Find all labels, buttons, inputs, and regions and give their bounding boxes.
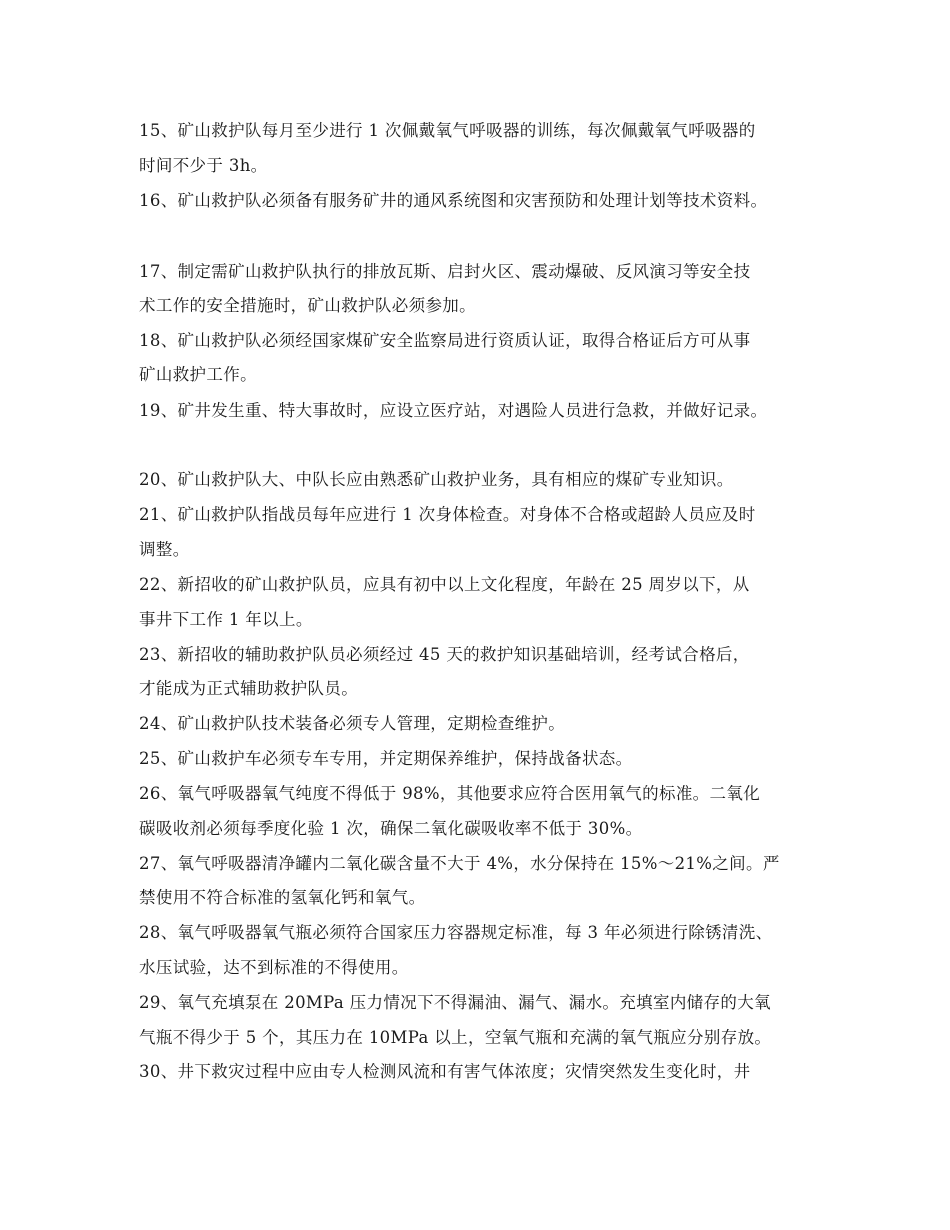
text-line: 20、矿山救护队大、中队长应由熟悉矿山救护业务，具有相应的煤矿专业知识。 <box>139 470 734 489</box>
text-line: 17、制定需矿山救护队执行的排放瓦斯、启封火区、震动爆破、反风演习等安全技 <box>139 262 751 281</box>
text-line: 28、氧气呼吸器氧气瓶必须符合国家压力容器规定标准，每 3 年必须进行除锈清洗、 <box>139 923 773 942</box>
text-line: 15、矿山救护队每月至少进行 1 次佩戴氧气呼吸器的训练，每次佩戴氧气呼吸器的 <box>139 121 756 140</box>
text-line: 25、矿山救护车必须专车专用，并定期保养维护，保持战备状态。 <box>139 749 633 768</box>
text-line: 21、矿山救护队指战员每年应进行 1 次身体检查。对身体不合格或超龄人员应及时 <box>139 505 756 524</box>
text-line: 气瓶不得少于 5 个，其压力在 10MPa 以上，空氧气瓶和充满的氧气瓶应分别存放。 <box>139 1028 772 1047</box>
text-line: 18、矿山救护队必须经国家煤矿安全监察局进行资质认证，取得合格证后方可从事 <box>139 331 751 350</box>
text-line: 23、新招收的辅助救护队员必须经过 45 天的救护知识基础培训，经考试合格后， <box>139 645 750 664</box>
text-line: 碳吸收剂必须每季度化验 1 次，确保二氧化碳吸收率不低于 30%。 <box>139 819 643 838</box>
text-line: 26、氧气呼吸器氧气纯度不得低于 98%，其他要求应符合医用氧气的标准。二氧化 <box>139 784 761 803</box>
text-line: 矿山救护工作。 <box>139 365 257 384</box>
text-line: 才能成为正式辅助救护队员。 <box>139 679 359 698</box>
text-line: 24、矿山救护队技术装备必须专人管理，定期检查维护。 <box>139 714 566 733</box>
text-line: 27、氧气呼吸器清净罐内二氧化碳含量不大于 4%，水分保持在 15%～21%之间。严 <box>139 854 780 873</box>
text-line: 19、矿井发生重、特大事故时，应设立医疗站，对遇险人员进行急救，并做好记录。 <box>139 401 768 420</box>
text-line: 事井下工作 1 年以上。 <box>139 610 313 629</box>
text-line: 22、新招收的矿山救护队员，应具有初中以上文化程度，年龄在 25 周岁以下，从 <box>139 575 750 594</box>
text-line: 30、井下救灾过程中应由专人检测风流和有害气体浓度；灾情突然发生变化时，井 <box>139 1062 751 1081</box>
text-line: 时间不少于 3h。 <box>139 156 268 175</box>
text-line: 水压试验，达不到标准的不得使用。 <box>139 958 409 977</box>
text-line: 29、氧气充填泵在 20MPa 压力情况下不得漏油、漏气、漏水。充填室内储存的大氧 <box>139 993 771 1012</box>
text-line: 调整。 <box>139 540 190 559</box>
text-line: 禁使用不符合标准的氢氧化钙和氧气。 <box>139 888 426 907</box>
text-line: 术工作的安全措施时，矿山救护队必须参加。 <box>139 296 476 315</box>
text-line: 16、矿山救护队必须备有服务矿井的通风系统图和灾害预防和处理计划等技术资料。 <box>139 191 768 210</box>
